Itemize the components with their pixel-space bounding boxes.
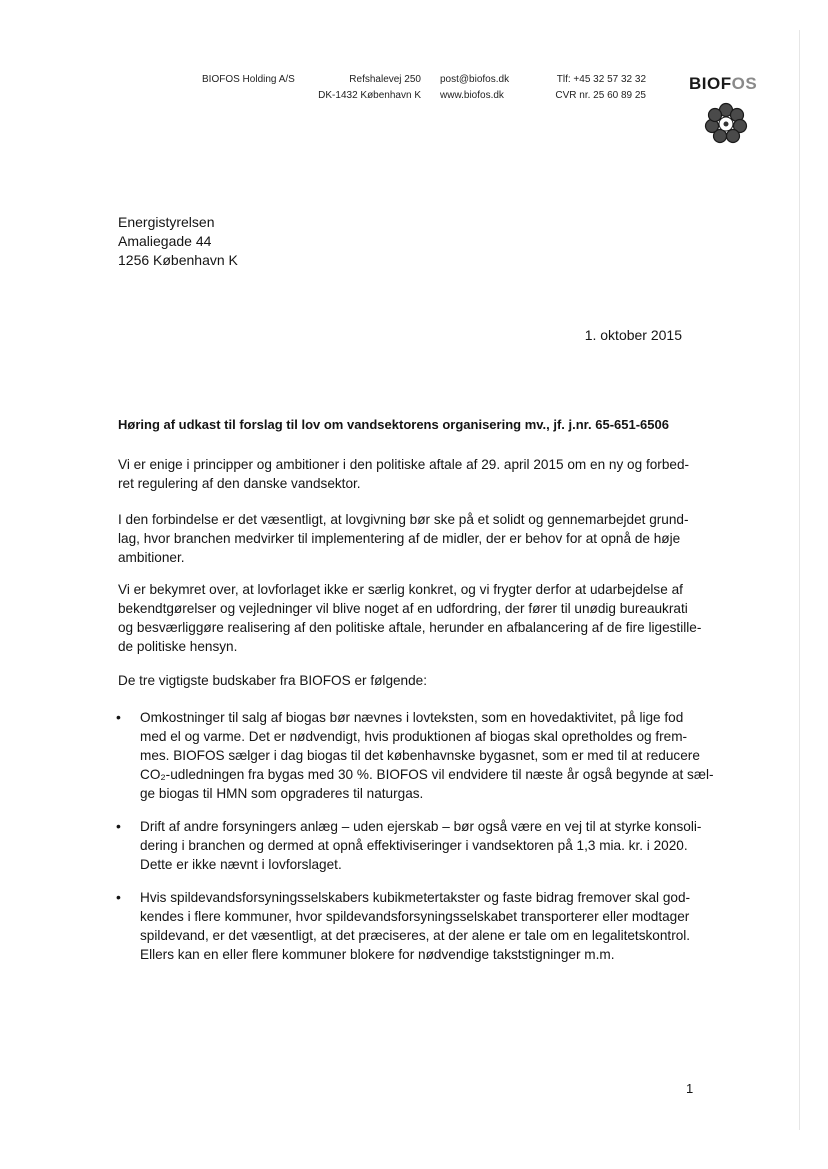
recipient-name: Energistyrelsen [118, 214, 215, 230]
recipient-street: Amaliegade 44 [118, 233, 212, 249]
paragraph-legislation: I den forbindelse er det væsentligt, at lovgivning bør ske på et solidt og gennemarbejdet grund- lag, hvor branchen medvirker til implementering af de midler, der er behov for at opnå de høje ambitioner. [118, 512, 689, 565]
paragraph-agreement: Vi er enige i principper og ambitioner i den politiske aftale af 29. april 2015 om en ny og forbed- ret regulering af den danske vandsektor. [118, 457, 690, 491]
list-item-biogas: Omkostninger til salg af biogas bør nævnes i lovteksten, som en hovedaktivitet, på lige fod med el og varme. Det er nødvendigt, hvis produktionen af biogas skal opretholdes og frem- mes. BIOFOS sælger i dag biogas til det københavnske bygasnet, som er med til at reducere CO₂-udledningen fra bygas med 30 %. BIOFOS vil endvidere til næste år også begynde at sæl- ge biogas til HMN som opgraderes til naturgas. [140, 710, 714, 801]
recipient-city: 1256 København K [118, 252, 238, 268]
contact-phone: Tlf: +45 32 57 32 32 [556, 74, 646, 85]
company-registration [530, 72, 646, 104]
scan-edge-line [799, 30, 800, 1130]
company-name: BIOFOS Holding A/S [202, 74, 295, 85]
flower-logo-icon [704, 102, 748, 146]
letter-date: 1. oktober 2015 [584, 327, 682, 343]
company-contact [440, 72, 509, 104]
bullet-marker: • [116, 818, 121, 834]
list-item-tariffs: Hvis spildevandsforsyningsselskabers kubikmetertakster og faste bidrag fremover skal god- kendes i flere kommuner, hvor spildevandsforsyningsselskabet transporterer eller modtager spildevand, er det væsentligt, at det præciseres, at der alene er tale om en legalitetskontrol. Ellers kan en eller flere kommuner blokere for nødvendige takststigninger m.m. [140, 890, 691, 962]
cvr-number: CVR nr. 25 60 89 25 [555, 90, 646, 101]
contact-email: post@biofos.dk [440, 74, 510, 85]
letter-subject: Høring af udkast til forslag til lov om vandsektorens organisering mv., jf. j.nr. 65-651-6506 [118, 417, 669, 432]
address-city: DK-1432 København K [318, 90, 421, 101]
paragraph-concern: Vi er bekymret over, at lovforlaget ikke er særlig konkret, og vi frygter derfor at udarbejdelse af bekendtgørelser og vejledninger vil blive noget af en udfordring, der fører til unødig bureaukrati og besværliggøre realisering af den politiske aftale, herunder en afbalancering af de fire ligestille- de politiske hensyn. [118, 582, 702, 654]
brand-wordmark: BIOFOS [689, 74, 758, 93]
bullet-marker: • [116, 709, 121, 725]
page-number: 1 [686, 1081, 694, 1096]
company-address [300, 72, 421, 104]
contact-web: www.biofos.dk [440, 90, 504, 101]
address-street: Refshalevej 250 [349, 74, 421, 85]
list-item-operations: Drift af andre forsyningers anlæg – uden ejerskab – bør også være en vej til at styrke konsoli- dering i branchen og dermed at opnå effektiviseringer i vandsektoren på 1,3 mia. kr. i 2020. Dette er ikke nævnt i lovforslaget. [140, 819, 702, 872]
recipient-address [118, 213, 238, 270]
bullet-marker: • [116, 889, 121, 905]
paragraph-intro-list: De tre vigtigste budskaber fra BIOFOS er følgende: [118, 673, 428, 688]
